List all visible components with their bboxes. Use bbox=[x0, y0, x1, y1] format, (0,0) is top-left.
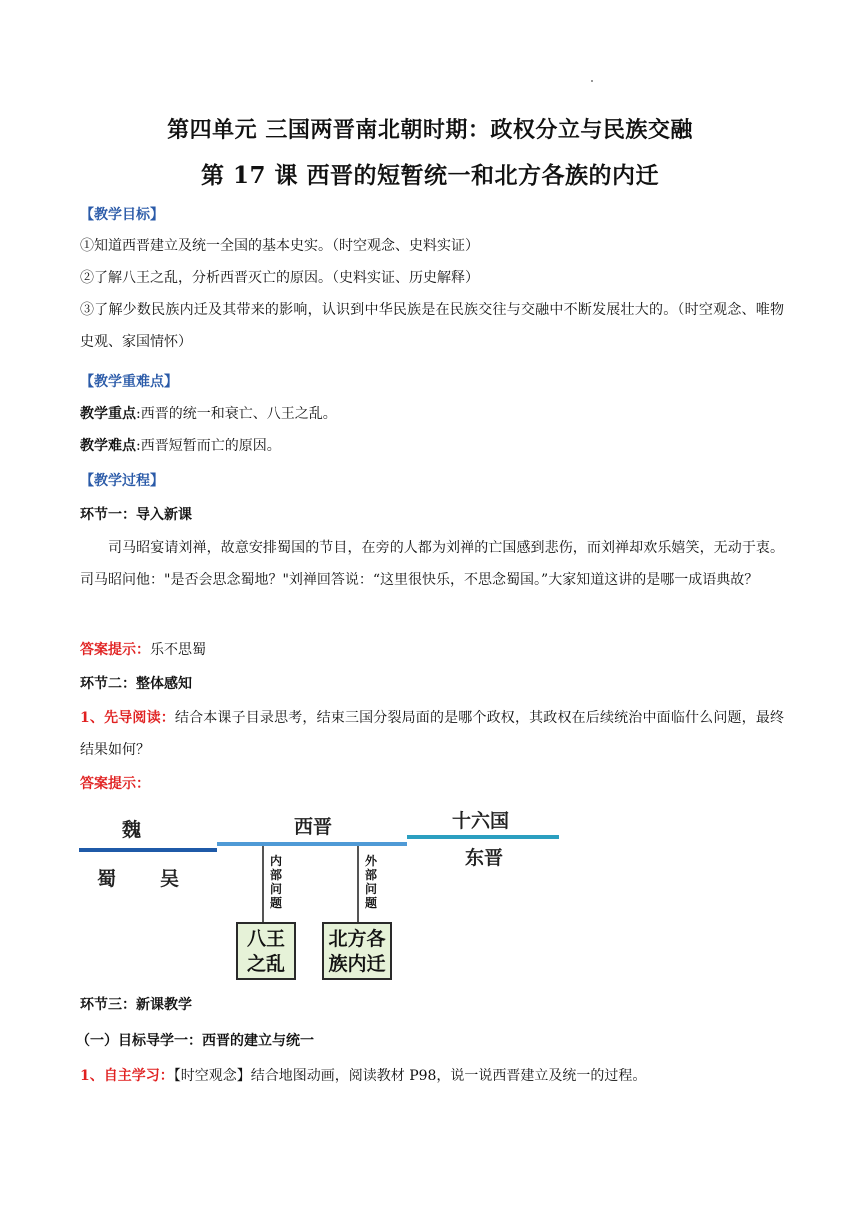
bar-wei bbox=[79, 848, 217, 852]
connector-external bbox=[357, 846, 359, 924]
process-heading: 【教学过程】 bbox=[80, 473, 164, 489]
step1-answer bbox=[80, 640, 206, 660]
step2-title: 环节二：整体感知 bbox=[80, 676, 192, 692]
key-point-text: :西晋的统一和衰亡、八王之乱。 bbox=[136, 406, 337, 422]
step3-study-label: 1、自主学习： bbox=[80, 1068, 174, 1084]
key-point bbox=[80, 404, 337, 424]
difficult-point-label: 教学难点 bbox=[80, 438, 136, 454]
label-wu: 吴 bbox=[160, 868, 180, 890]
step1-answer-label: 答案提示： bbox=[80, 642, 150, 658]
step2-question bbox=[80, 702, 784, 766]
difficult-point bbox=[80, 436, 281, 456]
label-xijin: 西晋 bbox=[294, 816, 333, 838]
unit-title: 第四单元 三国两晋南北朝时期：政权分立与民族交融 bbox=[167, 117, 693, 143]
objective-item-1: ①知道西晋建立及统一全国的基本史实。（时空观念、史料实证） bbox=[80, 238, 479, 254]
objectives-heading: 【教学目标】 bbox=[80, 207, 164, 223]
step1-story: 司马昭宴请刘禅，故意安排蜀国的节目，在旁的人都为刘禅的亡国感到悲伤，而刘禅却欢乐嬉笑，无动于衷。司马昭问他："是否会思念蜀地？"刘禅回答说：“这里很快乐，不思念蜀国。”大家知道这讲的是哪一成语典故？ bbox=[80, 540, 784, 588]
difficult-point-text: :西晋短暂而亡的原因。 bbox=[136, 438, 281, 454]
bar-dongjin bbox=[407, 835, 559, 839]
step3-study-text: 【时空观念】结合地图动画，阅读教材 P98，说一说西晋建立及统一的过程。 bbox=[173, 1068, 647, 1084]
box-bawang: 八王之乱 bbox=[236, 922, 296, 980]
step3-sub1: （一）目标导学一：西晋的建立与统一 bbox=[76, 1033, 314, 1049]
step1-answer-text: 乐不思蜀 bbox=[150, 642, 206, 658]
box-migration: 北方各族内迁 bbox=[322, 922, 392, 980]
bar-xijin bbox=[217, 842, 407, 846]
step2-question-label: 1、先导阅读： bbox=[80, 710, 175, 726]
label-external-problem: 外部问题 bbox=[365, 854, 378, 910]
objective-item-2: ②了解八王之乱，分析西晋灭亡的原因。（史料实证、历史解释） bbox=[80, 270, 479, 286]
label-wei: 魏 bbox=[122, 819, 142, 841]
step3-study bbox=[80, 1066, 646, 1086]
lesson-title: 第 17 课 西晋的短暂统一和北方各族的内迁 bbox=[200, 162, 660, 189]
label-shiliuguo: 十六国 bbox=[452, 810, 510, 832]
label-shu: 蜀 bbox=[97, 868, 117, 890]
step2-question-text: 结合本课子目录思考，结束三国分裂局面的是哪个政权，其政权在后续统治中面临什么问题，最终结果如何？ bbox=[80, 710, 784, 758]
page-dot bbox=[591, 80, 593, 82]
connector-internal bbox=[262, 846, 264, 924]
label-internal-problem: 内部问题 bbox=[270, 854, 283, 910]
key-point-label: 教学重点 bbox=[80, 406, 136, 422]
objective-item-3: ③了解少数民族内迁及其带来的影响，认识到中华民族是在民族交往与交融中不断发展壮大的。（时空观念、唯物史观、家国情怀） bbox=[80, 302, 784, 350]
step3-title: 环节三：新课教学 bbox=[80, 997, 192, 1013]
step2-answer-label: 答案提示： bbox=[80, 776, 150, 792]
label-dongjin: 东晋 bbox=[465, 847, 504, 869]
step1-title: 环节一：导入新课 bbox=[80, 507, 192, 523]
keypoints-heading: 【教学重难点】 bbox=[80, 374, 178, 390]
